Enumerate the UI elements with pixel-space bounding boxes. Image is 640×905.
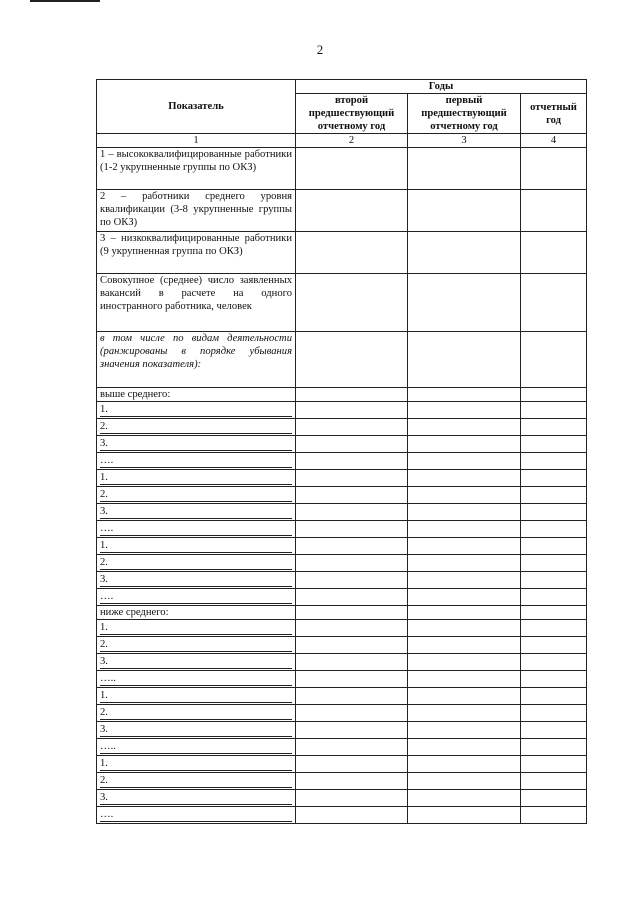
table-row [97,739,587,756]
year-col-second-prior: второй предшествующий отчетному год [296,94,408,134]
value-cell[interactable] [408,654,521,671]
row-high-skilled: 1 – высококвалифицированные работники (1-2 укрупненные группы по ОКЗ) [97,148,296,190]
table-row [97,606,587,620]
table-row [97,436,587,453]
value-cell[interactable] [521,688,587,705]
col-number: 1 [97,134,296,148]
value-cell[interactable] [296,148,408,190]
row-mid-skilled: 2 – работники среднего уровня квалификации (3-8 укрупненные группы по ОКЗ) [97,190,296,232]
value-cell[interactable] [521,606,587,620]
list-item-number [97,705,296,722]
table-row [97,521,587,538]
list-item-number [97,790,296,807]
table-row [97,790,587,807]
year-col-first-prior: первый предшествующий отчетному год [408,94,521,134]
list-item-label: 3. [100,573,292,587]
value-cell[interactable] [408,504,521,521]
value-cell[interactable] [521,402,587,419]
table-row [97,453,587,470]
value-cell[interactable] [521,274,587,332]
value-cell[interactable] [296,453,408,470]
value-cell[interactable] [521,589,587,606]
value-cell[interactable] [521,190,587,232]
value-cell[interactable] [521,807,587,824]
value-cell[interactable] [521,487,587,504]
value-cell[interactable] [521,504,587,521]
value-cell[interactable] [296,739,408,756]
value-cell[interactable] [408,790,521,807]
list-item-label: 2. [100,556,292,570]
list-item-label: 1. [100,471,292,485]
table-row [97,722,587,739]
list-item-number [97,654,296,671]
value-cell[interactable] [521,620,587,637]
list-item-number [97,620,296,637]
col-number: 4 [521,134,587,148]
list-item-label: 2. [100,420,292,434]
list-item-label: 3. [100,437,292,451]
table-row [97,654,587,671]
list-item-number [97,572,296,589]
value-cell[interactable] [408,436,521,453]
table-row [97,470,587,487]
list-item-label: 2. [100,774,292,788]
value-cell[interactable] [296,654,408,671]
list-item-number [97,538,296,555]
value-cell[interactable] [408,388,521,402]
value-cell[interactable] [296,688,408,705]
list-item-number [97,688,296,705]
value-cell[interactable] [521,671,587,688]
value-cell[interactable] [521,388,587,402]
list-item-label: 1. [100,403,292,417]
value-cell[interactable] [521,419,587,436]
list-item-label: ….. [100,672,292,686]
table-row [97,388,587,402]
value-cell[interactable] [521,521,587,538]
list-item-number [97,555,296,572]
table-row [97,555,587,572]
value-cell[interactable] [521,453,587,470]
value-cell[interactable] [408,688,521,705]
list-item-number [97,521,296,538]
value-cell[interactable] [296,572,408,589]
list-item-label: 3. [100,505,292,519]
value-cell[interactable] [521,572,587,589]
value-cell[interactable] [408,807,521,824]
value-cell[interactable] [296,606,408,620]
table-row [97,538,587,555]
list-item-label: …. [100,454,292,468]
list-item-label: 1. [100,757,292,771]
table-row [97,274,587,332]
value-cell[interactable] [408,606,521,620]
table-row [97,807,587,824]
value-cell[interactable] [408,453,521,470]
value-cell[interactable] [408,756,521,773]
years-header: Годы [296,80,587,94]
value-cell[interactable] [296,332,408,388]
list-item-number [97,436,296,453]
value-cell[interactable] [296,538,408,555]
value-cell[interactable] [296,773,408,790]
table-row [97,637,587,654]
value-cell[interactable] [521,705,587,722]
value-cell[interactable] [296,807,408,824]
list-item-number [97,589,296,606]
table-row [97,589,587,606]
row-total-vacancies: Совокупное (среднее) число заявленных вакансий в расчете на одного иностранного работника, человек [97,274,296,332]
list-item-number [97,671,296,688]
below-average-label: ниже среднего: [97,606,296,620]
value-cell[interactable] [408,190,521,232]
value-cell[interactable] [296,419,408,436]
list-item-label: 3. [100,655,292,669]
list-item-number [97,739,296,756]
table-row [97,190,587,232]
value-cell[interactable] [296,555,408,572]
value-cell[interactable] [408,470,521,487]
value-cell[interactable] [296,388,408,402]
value-cell[interactable] [521,436,587,453]
table-row [97,402,587,419]
value-cell[interactable] [408,232,521,274]
value-cell[interactable] [296,637,408,654]
list-item-number [97,487,296,504]
list-item-label: ….. [100,740,292,754]
value-cell[interactable] [296,402,408,419]
scan-edge-mark [30,0,100,2]
value-cell[interactable] [521,555,587,572]
indicator-header: Показатель [97,80,296,134]
value-cell[interactable] [296,470,408,487]
indicator-table [96,79,587,824]
value-cell[interactable] [296,790,408,807]
table-row [97,756,587,773]
value-cell[interactable] [408,148,521,190]
value-cell[interactable] [521,332,587,388]
value-cell[interactable] [408,637,521,654]
value-cell[interactable] [408,722,521,739]
col-number: 2 [296,134,408,148]
value-cell[interactable] [521,739,587,756]
list-item-label: 1. [100,539,292,553]
value-cell[interactable] [408,572,521,589]
value-cell[interactable] [296,487,408,504]
value-cell[interactable] [408,402,521,419]
list-item-label: 2. [100,638,292,652]
row-low-skilled: 3 – низкоквалифицированные работники (9 укрупненная группа по ОКЗ) [97,232,296,274]
value-cell[interactable] [521,722,587,739]
list-item-label: 3. [100,723,292,737]
value-cell[interactable] [296,620,408,637]
list-item-number [97,807,296,824]
list-item-number [97,504,296,521]
value-cell[interactable] [296,436,408,453]
page-number: 2 [316,42,324,57]
value-cell[interactable] [296,705,408,722]
value-cell[interactable] [408,487,521,504]
list-item-label: 1. [100,621,292,635]
value-cell[interactable] [296,589,408,606]
list-item-number [97,402,296,419]
value-cell[interactable] [521,538,587,555]
value-cell[interactable] [408,332,521,388]
list-item-label: 3. [100,791,292,805]
value-cell[interactable] [521,148,587,190]
table-row [97,487,587,504]
row-by-activity: в том числе по видам деятельности (ранжированы в порядке убывания значения показателя): [97,332,296,388]
table-row [97,688,587,705]
value-cell[interactable] [408,538,521,555]
value-cell[interactable] [296,521,408,538]
value-cell[interactable] [408,419,521,436]
list-item-number [97,453,296,470]
value-cell[interactable] [408,671,521,688]
value-cell[interactable] [296,232,408,274]
value-cell[interactable] [521,470,587,487]
value-cell[interactable] [408,274,521,332]
value-cell[interactable] [521,773,587,790]
value-cell[interactable] [408,705,521,722]
value-cell[interactable] [296,671,408,688]
list-item-label: …. [100,522,292,536]
table-row [97,504,587,521]
col-number: 3 [408,134,521,148]
above-average-label: выше среднего: [97,388,296,402]
value-cell[interactable] [408,620,521,637]
value-cell[interactable] [408,739,521,756]
list-item-number [97,637,296,654]
value-cell[interactable] [408,589,521,606]
value-cell[interactable] [408,773,521,790]
table-row [97,773,587,790]
table-row [97,232,587,274]
value-cell[interactable] [296,190,408,232]
list-item-label: 2. [100,706,292,720]
table-row [97,620,587,637]
list-item-label: …. [100,590,292,604]
value-cell[interactable] [521,790,587,807]
table-row [97,148,587,190]
table-row [97,572,587,589]
list-item-number [97,722,296,739]
value-cell[interactable] [296,756,408,773]
list-item-number [97,419,296,436]
list-item-label: 1. [100,689,292,703]
table-row [97,671,587,688]
value-cell[interactable] [521,654,587,671]
list-item-number [97,756,296,773]
value-cell[interactable] [408,555,521,572]
value-cell[interactable] [296,504,408,521]
table-row [97,705,587,722]
list-item-label: 2. [100,488,292,502]
value-cell[interactable] [408,521,521,538]
list-item-number [97,470,296,487]
table-row [97,419,587,436]
value-cell[interactable] [521,756,587,773]
list-item-number [97,773,296,790]
value-cell[interactable] [521,637,587,654]
table-row [97,332,587,388]
year-col-reporting: отчетный год [521,94,587,134]
value-cell[interactable] [296,274,408,332]
value-cell[interactable] [521,232,587,274]
value-cell[interactable] [296,722,408,739]
list-item-label: …. [100,808,292,822]
